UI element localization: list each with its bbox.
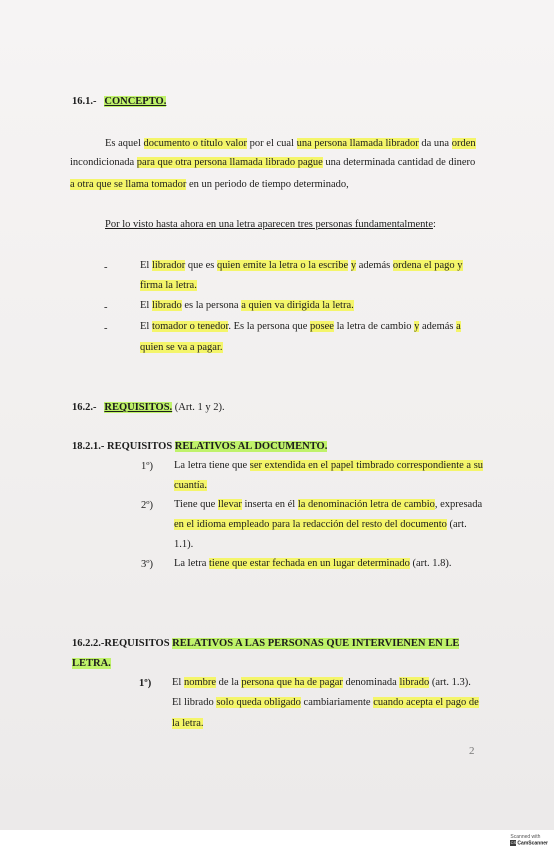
text-run: incondicionada — [70, 157, 137, 168]
item-number: 1º) — [139, 678, 152, 689]
highlight: y — [350, 260, 357, 271]
bullet-dash: - — [104, 323, 108, 334]
text-run: Es aquel — [105, 138, 144, 149]
highlight: librador — [151, 260, 186, 271]
text-run: . Es la persona que — [228, 321, 311, 332]
highlight: ordena el pago y — [392, 260, 463, 271]
text-run: (art. 1.8). — [409, 558, 452, 569]
text-run: además — [356, 260, 393, 271]
highlight: tomador o tenedor — [151, 321, 229, 332]
bullet-librador-line-1 — [140, 259, 463, 273]
item-number: 2º) — [141, 500, 154, 511]
text-run: El librado — [172, 697, 217, 708]
highlight: documento o título valor — [143, 138, 248, 149]
concept-line-1 — [105, 137, 476, 151]
bullet-tomador-line-1 — [140, 320, 461, 334]
highlight: la denominación letra de cambio — [297, 499, 435, 510]
persons-req-line-3 — [172, 717, 203, 731]
highlight: nombre — [183, 677, 217, 688]
persons-req-line-1 — [172, 676, 471, 690]
doc-req-2-line-1 — [174, 498, 482, 512]
highlight: para que otra persona llamada librado pague — [136, 157, 323, 168]
section-number: 16.1.- — [72, 96, 97, 107]
text-run: además — [419, 321, 457, 332]
heading-text: 18.2.1.- REQUISITOS — [72, 441, 175, 452]
intro-text: Por lo visto hasta ahora en una letra aparecen tres personas fundamentalmente — [105, 219, 433, 230]
highlight: orden — [451, 138, 476, 149]
text-run: El — [140, 321, 152, 332]
highlight: ser extendida en el papel timbrado correspondiente a su — [249, 460, 484, 471]
concept-line-3 — [70, 178, 349, 192]
highlight: firma la letra. — [140, 280, 197, 291]
text-run: es la persona — [181, 300, 242, 311]
scanner-watermark — [510, 834, 548, 846]
text-run: inserta en él — [241, 499, 298, 510]
text-run: por el cual — [247, 138, 297, 149]
section-16-2-heading — [72, 401, 225, 415]
article-ref: (Art. 1 y 2). — [172, 402, 225, 413]
doc-req-2-line-2 — [174, 518, 467, 532]
text-run: cambiariamente — [300, 697, 374, 708]
section-18-2-1-heading — [72, 440, 327, 454]
doc-req-3 — [174, 557, 452, 571]
doc-req-1-line-2 — [174, 479, 207, 493]
text-run: Tiene que — [174, 499, 218, 510]
item-number: 1º) — [141, 461, 154, 472]
persons-req-line-2 — [172, 696, 479, 710]
doc-req-2-line-3: 1.1). — [174, 539, 194, 550]
colon: : — [433, 219, 436, 230]
text-run: la letra de cambio — [333, 321, 415, 332]
bullet-dash: - — [104, 262, 108, 273]
scanner-line-1: Scanned with — [510, 834, 541, 840]
highlight: cuando acepta el pago de — [373, 697, 479, 708]
text-run: El — [140, 300, 152, 311]
heading-highlight: RELATIVOS AL DOCUMENTO. — [174, 441, 328, 452]
highlight: una persona llamada librador — [296, 138, 419, 149]
text-run: en un periodo de tiempo determinado, — [186, 179, 349, 190]
highlight: quien se va a pagar. — [140, 342, 223, 353]
camscanner-icon: CS — [510, 840, 517, 845]
text-run: , expresada — [434, 499, 483, 510]
heading-highlight: RELATIVOS A LAS PERSONAS QUE INTERVIENEN EN LE — [172, 638, 460, 649]
text-run: La letra tiene que — [174, 460, 250, 471]
text-run: (art. 1.3). — [429, 677, 471, 688]
section-title: CONCEPTO. — [104, 96, 167, 107]
section-16-2-2-heading-line-1 — [72, 637, 459, 651]
bullet-dash: - — [104, 302, 108, 313]
highlight: y — [414, 321, 420, 332]
highlight: a quien va dirigida la letra. — [241, 300, 354, 311]
highlight: librado — [151, 300, 182, 311]
highlight: llevar — [217, 499, 242, 510]
text-run: da una — [418, 138, 452, 149]
text-run: El — [140, 260, 152, 271]
highlight: a — [456, 321, 461, 332]
section-16-2-2-heading-line-2 — [72, 657, 111, 671]
text-run: una determinada cantidad de dinero — [322, 157, 476, 168]
section-16-1-heading — [72, 95, 166, 109]
text-run: que es — [185, 260, 218, 271]
intro-line — [105, 218, 436, 232]
item-number: 3º) — [141, 559, 154, 570]
highlight: tiene que estar fechada en un lugar determinado — [208, 558, 410, 569]
bullet-librador-line-2 — [140, 279, 197, 293]
highlight: librado — [399, 677, 430, 688]
scanner-brand: CamScanner — [517, 840, 548, 847]
bullet-tomador-line-2 — [140, 341, 223, 355]
heading-text: 16.2.2.-REQUISITOS — [72, 638, 173, 649]
heading-highlight: LETRA. — [72, 658, 111, 669]
text-run: de la — [216, 677, 242, 688]
highlight: persona que ha de pagar — [241, 677, 343, 688]
highlight: a otra que se llama tomador — [70, 179, 187, 190]
highlight: en el idioma empleado para la redacción del resto del documento — [174, 519, 447, 530]
text-run: La letra — [174, 558, 209, 569]
highlight: solo queda obligado — [216, 697, 301, 708]
scan-footer — [0, 830, 554, 848]
text-run: (art. — [446, 519, 467, 530]
highlight: quien emite la letra o la escribe — [217, 260, 349, 271]
highlight: posee — [310, 321, 334, 332]
section-title: REQUISITOS. — [104, 402, 173, 413]
highlight: cuantía. — [174, 480, 207, 491]
section-number: 16.2.- — [72, 402, 97, 413]
doc-req-1-line-1 — [174, 459, 483, 473]
page-number: 2 — [469, 745, 475, 757]
text-run: denominada — [342, 677, 400, 688]
bullet-librado — [140, 299, 354, 313]
highlight: la letra. — [172, 718, 204, 729]
concept-line-2 — [70, 156, 475, 170]
text-run: El — [172, 677, 184, 688]
